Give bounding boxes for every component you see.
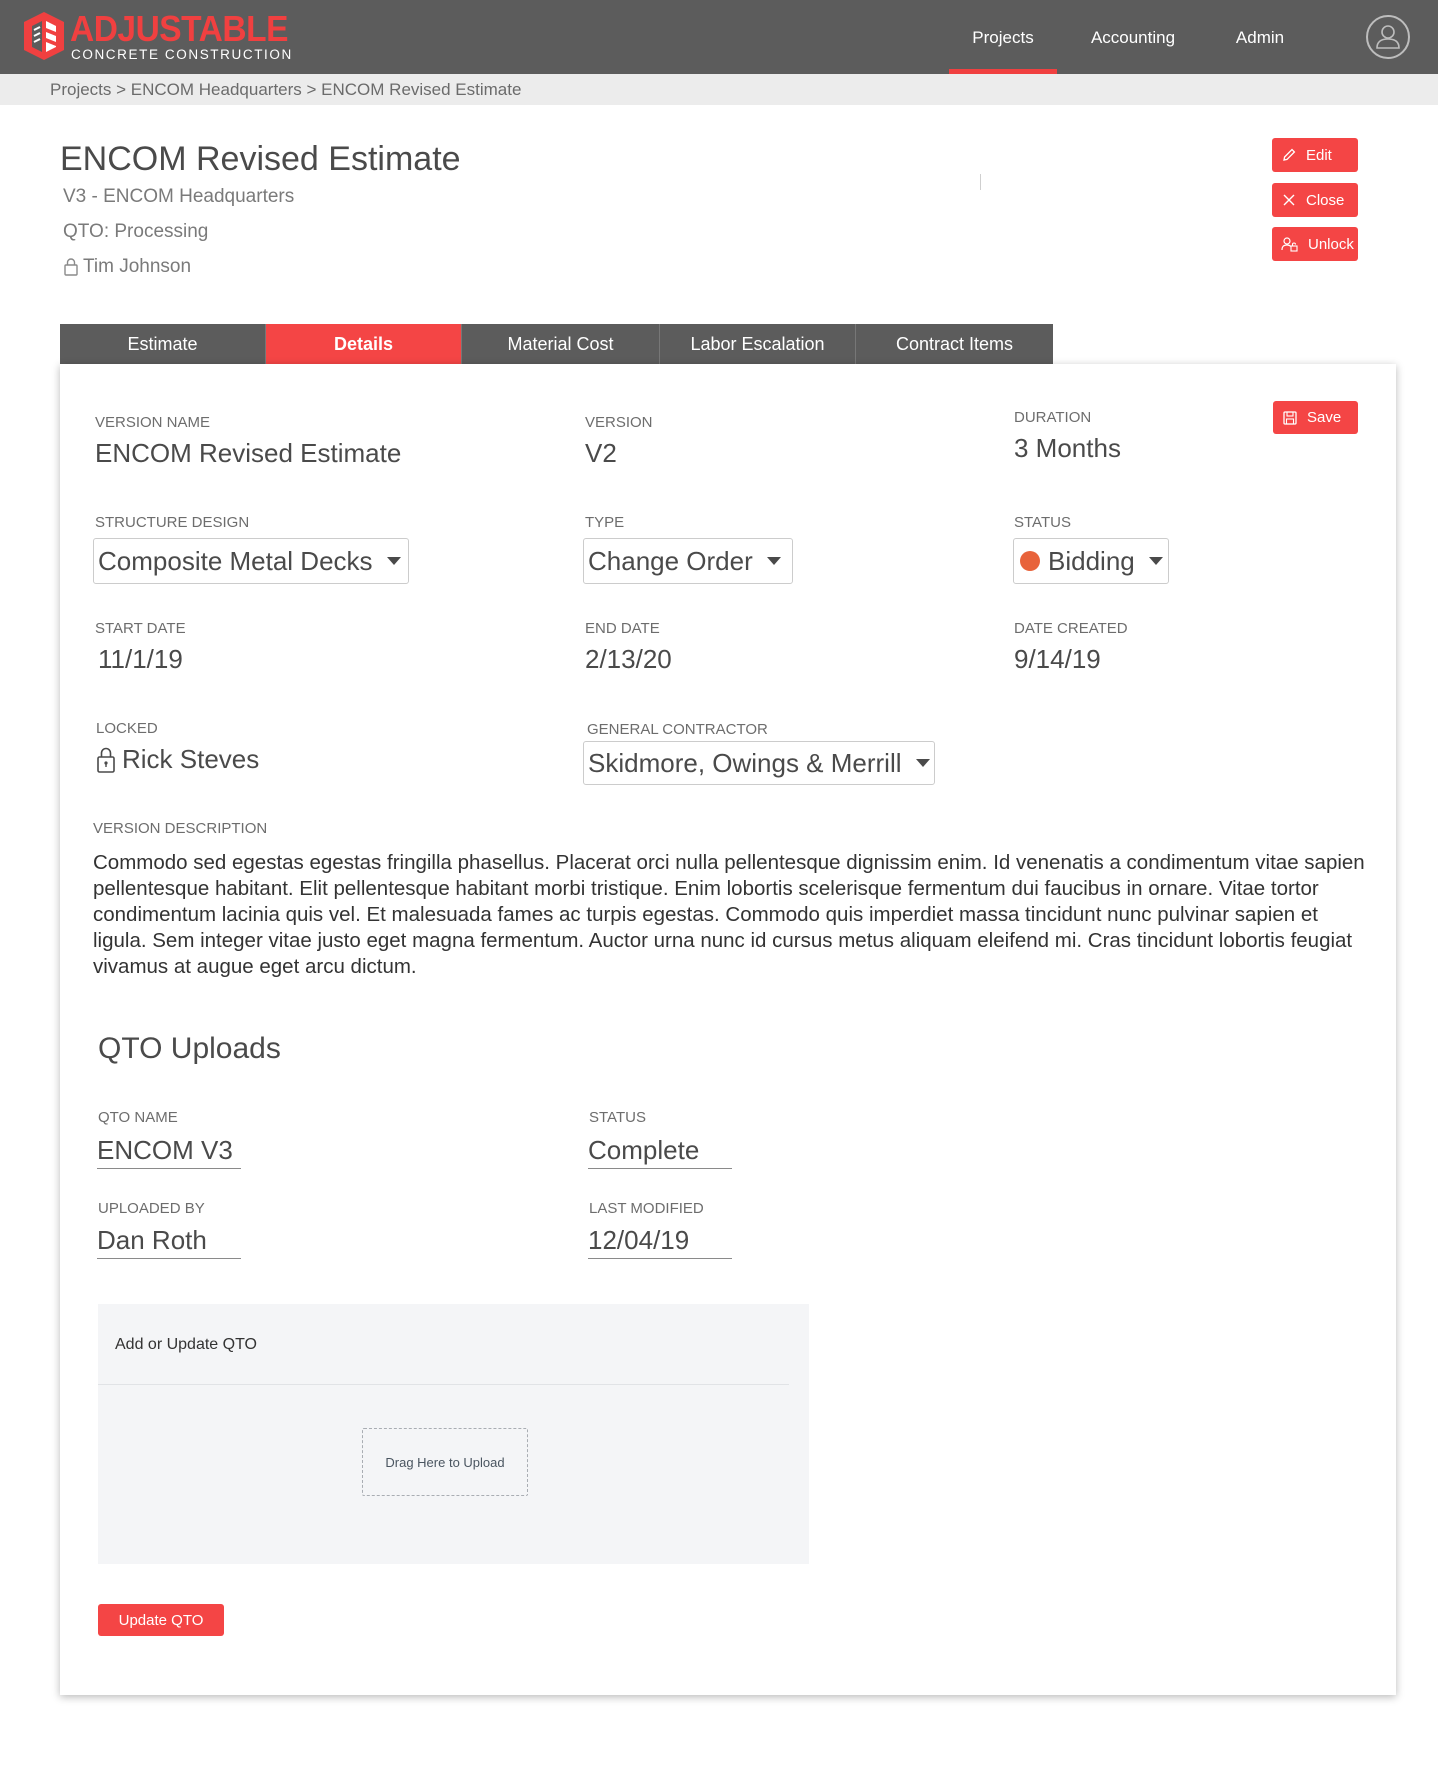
status-dot-icon [1020,551,1040,571]
qto-status-value: Complete [588,1135,732,1169]
locked-value [96,744,259,775]
edit-button-label: Edit [1306,146,1332,164]
save-button[interactable] [1273,401,1358,434]
status-select[interactable] [1013,538,1169,584]
duration-value: 3 Months [1014,433,1121,463]
qto-uploads-title: QTO Uploads [98,1032,281,1065]
close-icon [1281,192,1297,208]
date-created-label: DATE CREATED [1014,620,1128,637]
header-divider [980,174,981,190]
close-button-label: Close [1306,191,1345,209]
version-name-value: ENCOM Revised Estimate [95,438,402,468]
user-circle-icon [1368,17,1408,57]
locked-name: Rick Steves [122,744,260,774]
details-card [60,364,1396,1695]
user-unlock-icon [1281,236,1299,252]
qto-name-value: ENCOM V3 [97,1135,241,1169]
tab-labor-escalation[interactable]: Labor Escalation [660,324,856,364]
status-label: STATUS [1014,514,1071,531]
logo-wordmark: ADJUSTABLE [70,8,288,49]
company-logo[interactable] [22,8,293,66]
chevron-down-icon [1149,557,1163,565]
duration-label: DURATION [1014,409,1092,426]
tab-estimate[interactable]: Estimate [60,324,266,364]
version-description-label: VERSION DESCRIPTION [93,820,268,837]
page-title: ENCOM Revised Estimate [60,140,461,178]
locked-by-name: Tim Johnson [83,256,192,277]
last-modified-label: LAST MODIFIED [589,1200,704,1217]
logo-subtitle: CONCRETE CONSTRUCTION [71,47,293,62]
version-label: VERSION [585,414,653,431]
general-contractor-value: Skidmore, Owings & Merrill [588,747,902,778]
nav-item-admin[interactable]: Admin [1235,28,1285,47]
lock-icon [96,746,116,774]
logo-mark-icon [22,10,66,62]
tab-material-cost[interactable]: Material Cost [462,324,660,364]
version-description-text: Commodo sed egestas egestas fringilla phasellus. Placerat orci nulla pellentesque dignissim enim. Id venenatis a condimentum vitae sapien pellentesque habitant. Elit pellentesque habitant morbi tristique. Enim lobortis scelerisque fermentum dui faucibus in ornare. Vitae tortor condimentum lacinia quis vel. Et malesuada fames ac turpis egestas. Commodo quis imperdiet massa tincidunt nunc pulvinar sapien et ligula. Sem integer vitae justo eget magna fermentum. Auctor urna nunc id cursus metus aliquam eleifend mi. Cras tincidunt lobortis feugiat vivamus at augue eget arcu dictum. [93,851,1365,978]
end-date-label: END DATE [585,620,660,637]
upload-panel-divider [98,1384,789,1385]
pencil-icon [1281,147,1297,163]
user-avatar[interactable] [1366,15,1410,59]
type-value: Change Order [588,545,753,576]
dropzone-label: Drag Here to Upload [385,1454,505,1470]
locked-by-line [63,256,191,278]
status-value: Bidding [1048,545,1135,576]
unlock-button-label: Unlock [1308,235,1354,253]
qto-name-label: QTO NAME [98,1109,178,1126]
unlock-button[interactable] [1272,227,1358,261]
edit-button[interactable] [1272,138,1358,172]
date-created-value: 9/14/19 [1014,644,1101,674]
start-date-value: 11/1/19 [98,644,183,674]
qto-status-label: STATUS [589,1109,646,1126]
structure-design-value: Composite Metal Decks [98,545,373,576]
tab-bar [60,324,1053,364]
type-select[interactable] [583,538,793,584]
tab-contract-items[interactable]: Contract Items [895,334,1014,354]
qto-upload-panel [98,1304,809,1564]
chevron-down-icon [387,557,401,565]
save-button-label: Save [1307,409,1342,426]
close-button[interactable] [1272,183,1358,217]
structure-design-select[interactable] [93,538,409,584]
general-contractor-label: GENERAL CONTRACTOR [587,721,768,738]
chevron-down-icon [916,759,930,767]
version-value: V2 [585,438,617,468]
lock-icon [63,257,79,277]
start-date-label: START DATE [95,620,186,637]
structure-design-label: STRUCTURE DESIGN [95,514,250,531]
uploaded-by-value: Dan Roth [97,1225,241,1259]
breadcrumb[interactable]: Projects > ENCOM Headquarters > ENCOM Revised Estimate [50,80,522,99]
upload-panel-title: Add or Update QTO [115,1336,257,1353]
version-subtitle: V3 - ENCOM Headquarters [63,186,295,207]
general-contractor-select[interactable] [583,741,935,785]
qto-status-line: QTO: Processing [63,221,209,242]
update-qto-button[interactable]: Update QTO [98,1604,224,1636]
uploaded-by-label: UPLOADED BY [98,1200,205,1217]
type-label: TYPE [585,514,625,531]
locked-label: LOCKED [96,720,158,737]
version-name-label: VERSION NAME [95,414,211,431]
chevron-down-icon [767,557,781,565]
end-date-value: 2/13/20 [585,644,672,674]
save-icon [1282,410,1298,426]
nav-item-projects[interactable]: Projects [949,0,1057,74]
upload-dropzone[interactable] [362,1428,528,1496]
last-modified-value: 12/04/19 [588,1225,732,1259]
top-nav-bar [0,0,1438,74]
breadcrumb-bar [0,74,1438,105]
nav-item-accounting[interactable]: Accounting [1090,28,1176,47]
tab-details[interactable]: Details [266,324,462,364]
